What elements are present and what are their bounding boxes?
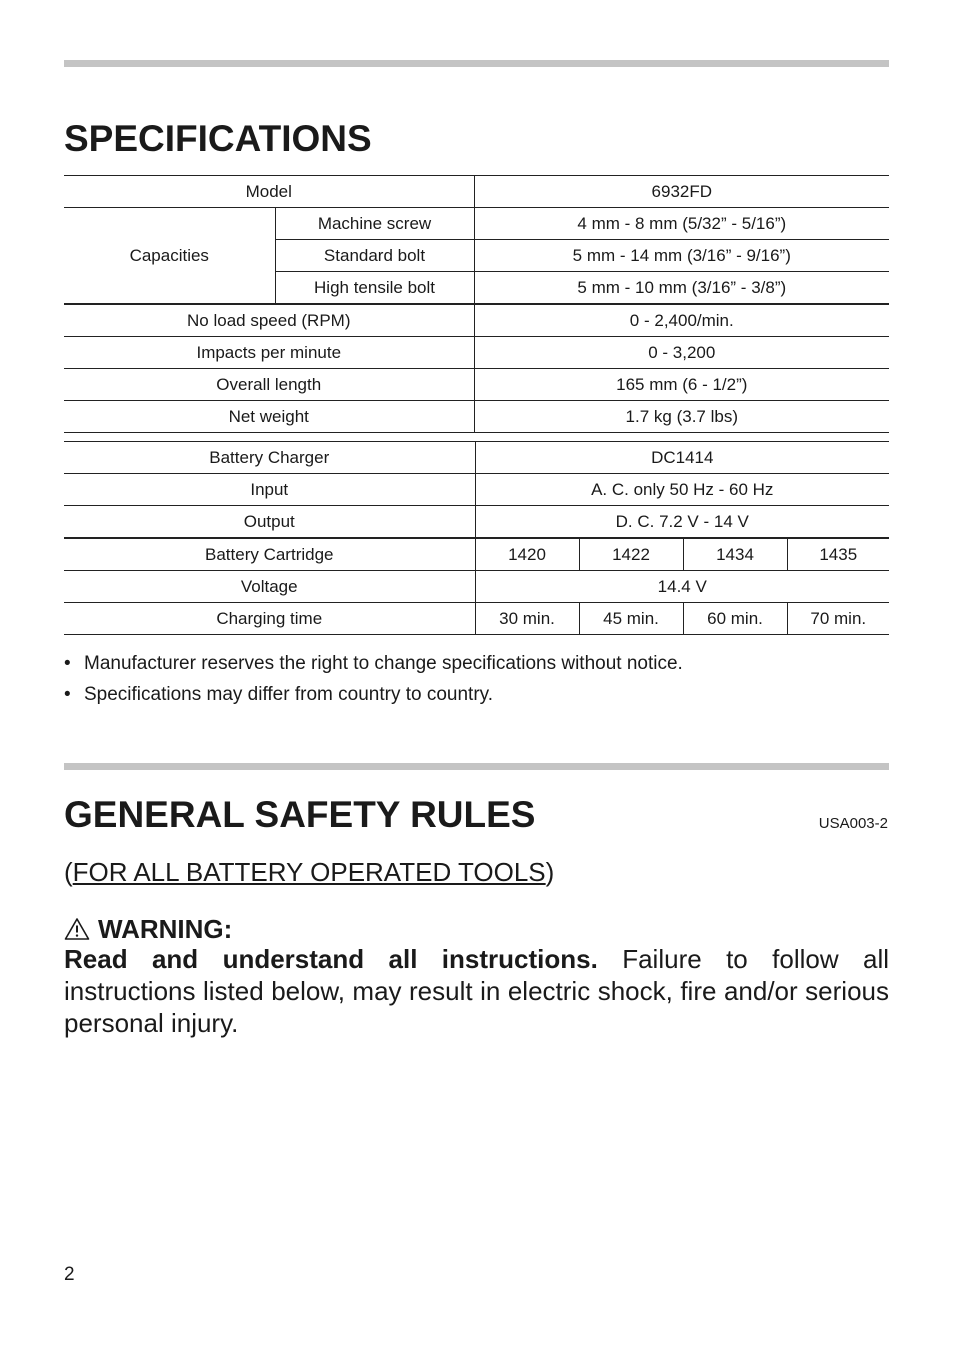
- table-row: [64, 401, 889, 433]
- table-row: [64, 506, 889, 539]
- spec-value-net-weight: 1.7 kg (3.7 lbs): [474, 401, 889, 433]
- charging-time-1435: 70 min.: [787, 603, 889, 635]
- spec-label-net-weight: Net weight: [64, 401, 474, 433]
- charger-label-battery-charger: Battery Charger: [64, 442, 475, 474]
- table-row: [64, 369, 889, 401]
- spec-value-standard-bolt: 5 mm - 14 mm (3/16” - 9/16”): [474, 240, 889, 272]
- battery-cartridge-1435: 1435: [787, 538, 889, 571]
- spec-label-model: Model: [64, 176, 474, 208]
- spec-value-machine-screw: 4 mm - 8 mm (5/32” - 5/16”): [474, 208, 889, 240]
- table-row: [64, 208, 889, 240]
- charger-value-output: D. C. 7.2 V - 14 V: [475, 506, 889, 539]
- paren-open: (: [64, 857, 73, 887]
- warning-heading: [64, 914, 232, 944]
- warning-label: WARNING:: [98, 914, 233, 944]
- spec-value-high-tensile-bolt: 5 mm - 10 mm (3/16” - 3/8”): [474, 272, 889, 305]
- bullet-icon: •: [64, 684, 71, 705]
- list-item: [64, 683, 889, 714]
- battery-cartridge-1434: 1434: [683, 538, 787, 571]
- note-text: Specifications may differ from country to country.: [84, 684, 494, 705]
- safety-subtitle: [64, 857, 554, 887]
- charging-time-1422: 45 min.: [579, 603, 683, 635]
- paren-close: ): [545, 857, 555, 887]
- charging-time-1434: 60 min.: [683, 603, 787, 635]
- table-row: [64, 474, 889, 506]
- spec-label-no-load-speed: No load speed (RPM): [64, 304, 474, 337]
- charger-label-input: Input: [64, 474, 475, 506]
- spec-value-no-load-speed: 0 - 2,400/min.: [474, 304, 889, 337]
- warning-body-text: Failure to follow all instructions listed below, may result in electric shock, fire and/or serious personal injury.: [64, 944, 889, 1038]
- table-row: [64, 571, 889, 603]
- bullet-icon: •: [64, 653, 71, 674]
- specifications-title: SPECIFICATIONS: [64, 118, 372, 159]
- warning-triangle-icon: [64, 917, 90, 941]
- charger-label-output: Output: [64, 506, 475, 539]
- spec-value-impacts: 0 - 3,200: [474, 337, 889, 369]
- table-row: [64, 442, 889, 474]
- specifications-table: [64, 175, 889, 433]
- battery-cartridge-1422: 1422: [579, 538, 683, 571]
- subtitle-text: FOR ALL BATTERY OPERATED TOOLS: [72, 857, 546, 887]
- charger-value-battery-charger: DC1414: [475, 442, 889, 474]
- safety-title: GENERAL SAFETY RULES: [64, 794, 536, 835]
- table-row: [64, 337, 889, 369]
- table-row: [64, 304, 889, 337]
- charger-label-battery-cartridge: Battery Cartridge: [64, 538, 475, 571]
- table-row: [64, 538, 889, 571]
- spec-value-model: 6932FD: [474, 176, 889, 208]
- battery-cartridge-1420: 1420: [475, 538, 579, 571]
- charger-label-voltage: Voltage: [64, 571, 475, 603]
- specification-notes: [64, 652, 889, 714]
- charger-value-voltage: 14.4 V: [475, 571, 889, 603]
- spec-label-capacities: Capacities: [64, 208, 275, 305]
- table-row: [64, 603, 889, 635]
- charger-label-charging-time: Charging time: [64, 603, 475, 635]
- document-reference: USA003-2: [818, 815, 888, 832]
- charger-table: [64, 441, 889, 635]
- spec-label-impacts: Impacts per minute: [64, 337, 474, 369]
- table-row: [64, 176, 889, 208]
- charger-value-input: A. C. only 50 Hz - 60 Hz: [475, 474, 889, 506]
- top-divider: [64, 60, 889, 67]
- spec-sublabel-machine-screw: Machine screw: [275, 208, 474, 240]
- charging-time-1420: 30 min.: [475, 603, 579, 635]
- note-text: Manufacturer reserves the right to change specifications without notice.: [84, 653, 683, 674]
- spec-sublabel-standard-bolt: Standard bolt: [275, 240, 474, 272]
- spec-value-overall-length: 165 mm (6 - 1/2”): [474, 369, 889, 401]
- warning-bold-text: Read and understand all instructions.: [64, 944, 598, 974]
- spec-label-overall-length: Overall length: [64, 369, 474, 401]
- section-divider: [64, 763, 889, 770]
- page-number: 2: [64, 1264, 75, 1285]
- spec-sublabel-high-tensile-bolt: High tensile bolt: [275, 272, 474, 305]
- list-item: [64, 652, 889, 683]
- warning-paragraph: [64, 943, 889, 1039]
